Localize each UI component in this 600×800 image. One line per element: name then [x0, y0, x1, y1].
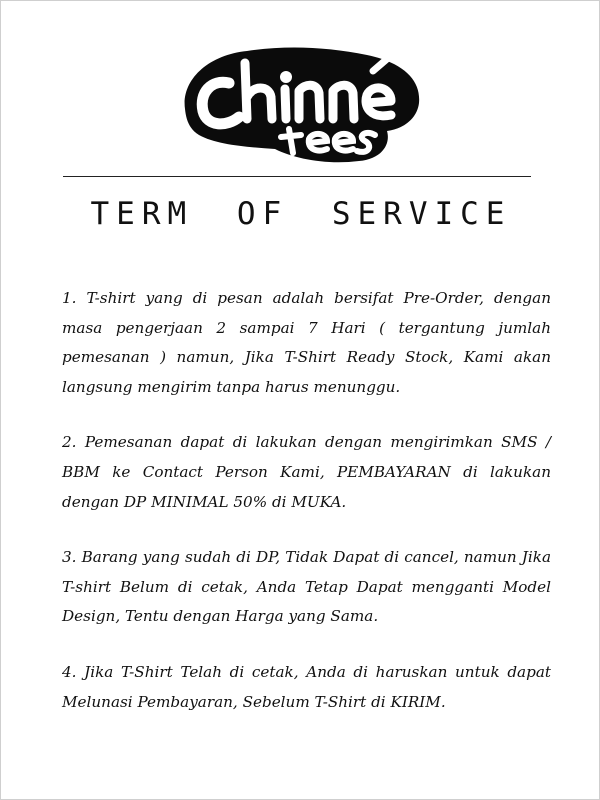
term-item: 1. T-shirt yang di pesan adalah bersifat Pre-Order, dengan masa pengerjaan 2 sampai 7 Hari ( tergantung jumlah pemesanan ) namun, Jika T-Shirt Ready Stock, Kami akan langsung mengirim tanpa harus menunggu. — [62, 289, 551, 396]
brand-logo — [177, 41, 425, 163]
term-item: 3. Barang yang sudah di DP, Tidak Dapat di cancel, namun Jika T-shirt Belum di cetak, Anda Tetap Dapat mengganti Model Design, Tentu dengan Harga yang Sama. — [62, 548, 551, 626]
terms-list — [62, 284, 551, 743]
divider-line — [63, 176, 531, 177]
term-item: 2. Pemesanan dapat di lakukan dengan mengirimkan SMS / BBM ke Contact Person Kami, PEMBAYARAN di lakukan dengan DP MINIMAL 50% di MUKA. — [62, 433, 551, 511]
page-title: TERM OF SERVICE — [90, 196, 512, 232]
term-item: 4. Jika T-Shirt Telah di cetak, Anda di haruskan untuk dapat Melunasi Pembayaran, Sebelum T-Shirt di KIRIM. — [62, 662, 551, 711]
